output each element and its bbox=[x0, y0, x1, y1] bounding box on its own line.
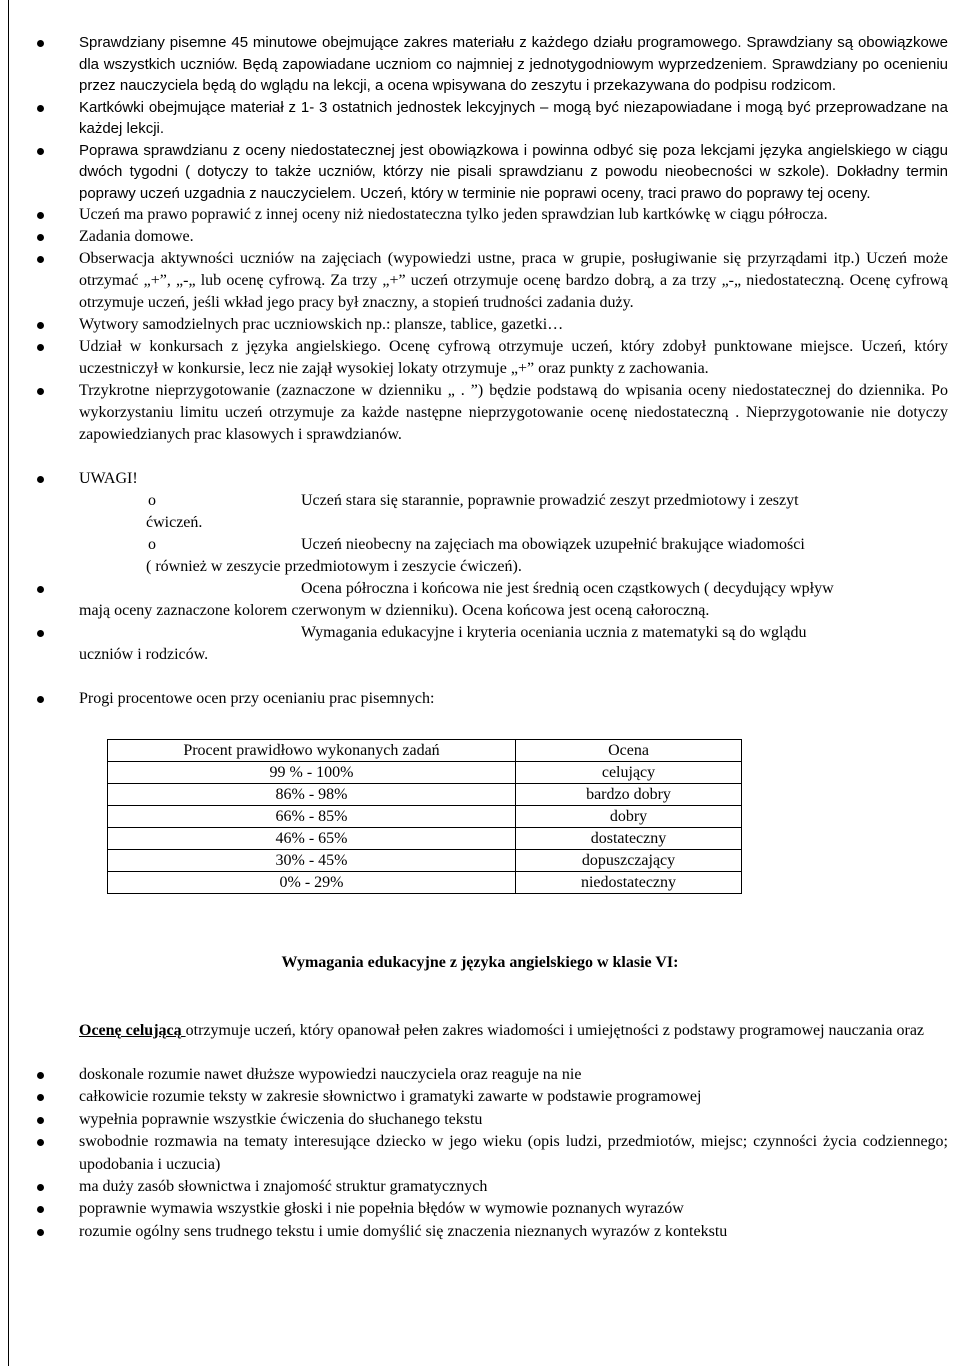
uwagi-sub-item bbox=[0, 490, 960, 534]
bullet-icon bbox=[37, 256, 44, 263]
list-item bbox=[0, 1109, 960, 1131]
rule-item bbox=[0, 204, 960, 226]
uwagi-note-text: Wymagania edukacyjne i kryteria oceniania ucznia z matematyki są do wglądu bbox=[301, 624, 807, 641]
table-cell-percent: 46% - 65% bbox=[108, 828, 516, 850]
table-row bbox=[108, 828, 742, 850]
bullet-icon bbox=[37, 234, 44, 241]
rule-item bbox=[0, 32, 960, 97]
bullet-icon bbox=[37, 586, 44, 593]
rule-item bbox=[0, 97, 960, 140]
grade-thresholds-table bbox=[107, 739, 742, 894]
requirement-text: ma duży zasób słownictwa i znajomość struktur gramatycznych bbox=[79, 1178, 488, 1196]
rule-text: Trzykrotne nieprzygotowanie (zaznaczone w dzienniku „ . ”) będzie podstawą do wpisania oceny niedostatecznej do dziennika. Po wykorzystaniu limitu uczeń otrzymuje za każde następne nieprzygotowanie ocenę niedostateczną . Nieprzygotowanie nie dotyczy zapowiedzianych prac klasowych i sprawdzianów. bbox=[79, 382, 948, 443]
uwagi-sub-text-cont: ćwiczeń. bbox=[146, 514, 203, 531]
table-cell-grade: bardzo dobry bbox=[516, 784, 742, 806]
bullet-icon bbox=[37, 1229, 44, 1236]
bullet-icon bbox=[37, 1206, 44, 1213]
rule-item bbox=[0, 380, 960, 446]
table-row bbox=[108, 806, 742, 828]
spacer bbox=[0, 972, 960, 1020]
bullet-icon bbox=[37, 1117, 44, 1124]
rule-item bbox=[0, 314, 960, 336]
table-cell-percent: 30% - 45% bbox=[108, 850, 516, 872]
uwagi-sub-item bbox=[0, 534, 960, 578]
table-row bbox=[108, 784, 742, 806]
grade-lead: Ocenę celującą bbox=[79, 1022, 186, 1039]
spacer bbox=[0, 446, 960, 468]
bullet-icon bbox=[37, 1184, 44, 1191]
rule-text: Uczeń ma prawo poprawić z innej oceny niż niedostateczna tylko jeden sprawdzian lub kartkówkę w ciągu półrocza. bbox=[79, 206, 828, 223]
spacer bbox=[0, 1042, 960, 1064]
bullet-icon bbox=[37, 344, 44, 351]
table-cell-grade: niedostateczny bbox=[516, 872, 742, 894]
requirement-text: rozumie ogólny sens trudnego tekstu i umie domyślić się znaczenia nieznanych wyrazów z kontekstu bbox=[79, 1222, 728, 1240]
requirement-text: całkowicie rozumie teksty w zakresie słownictwo i gramatyki zawarte w podstawie programowej bbox=[79, 1088, 702, 1106]
section-heading: Wymagania edukacyjne z języka angielskiego w klasie VI: bbox=[281, 954, 679, 971]
bullet-icon bbox=[37, 1072, 44, 1079]
rule-text: Wytwory samodzielnych prac uczniowskich np.: plansze, tablice, gazetki… bbox=[79, 316, 564, 333]
table-cell-grade: dostateczny bbox=[516, 828, 742, 850]
requirement-text: swobodnie rozmawia na tematy interesujące dziecko w jego wieku (opis ludzi, przedmiotów, miejsc; czynności życia codziennego; upodobania i uczucia) bbox=[79, 1133, 948, 1173]
table-cell-percent: 66% - 85% bbox=[108, 806, 516, 828]
uwagi-note bbox=[0, 622, 960, 666]
requirements-list bbox=[0, 1064, 960, 1243]
table-cell-percent: 99 % - 100% bbox=[108, 762, 516, 784]
grade-intro bbox=[0, 1020, 960, 1042]
thresholds-intro: Progi procentowe ocen przy ocenianiu prac pisemnych: bbox=[79, 690, 435, 707]
grade-intro-text: otrzymuje uczeń, który opanował pełen zakres wiadomości i umiejętności z podstawy programowej nauczania oraz bbox=[185, 1022, 925, 1039]
uwagi-note-text-cont: mają oceny zaznaczone kolorem czerwonym w dzienniku). Ocena końcowa jest oceną całoroczną. bbox=[79, 602, 710, 619]
uwagi-sub-text-cont: ( również w zeszycie przedmiotowym i zeszycie ćwiczeń). bbox=[146, 558, 522, 575]
table-header-row bbox=[108, 740, 742, 762]
table-cell-percent: 0% - 29% bbox=[108, 872, 516, 894]
list-item bbox=[0, 1131, 960, 1176]
table-cell-grade: celujący bbox=[516, 762, 742, 784]
bullet-icon bbox=[37, 476, 44, 483]
table-row bbox=[108, 850, 742, 872]
uwagi-note bbox=[0, 578, 960, 622]
bullet-icon bbox=[37, 630, 44, 637]
table-row bbox=[108, 762, 742, 784]
rule-item bbox=[0, 336, 960, 380]
list-item bbox=[0, 1064, 960, 1086]
table-cell-grade: dopuszczający bbox=[516, 850, 742, 872]
list-item bbox=[0, 1221, 960, 1243]
bullet-icon bbox=[37, 696, 44, 703]
requirement-text: wypełnia poprawnie wszystkie ćwiczenia do słuchanego tekstu bbox=[79, 1110, 483, 1128]
rule-text: Sprawdziany pisemne 45 minutowe obejmujące zakres materiału z każdego działu programowego. Sprawdziany są obowiązkowe dla wszystkich uczniów. Będą zapowiadane uczniom co najmniej z jednotygodniowym wyprzedzeniem. Sprawdziany po ocenieniu przez nauczyciela będą do wglądu na lekcji, a ocena wpisywana do zeszytu i przekazywana do podpisu rodzicom. bbox=[79, 34, 948, 94]
thresholds-item bbox=[0, 688, 960, 710]
rule-text: Obserwacja aktywności uczniów na zajęciach (wypowiedzi ustne, praca w grupie, posługiwanie się przyrządami itp.) Uczeń może otrzymać „+”, „-„ lub ocenę cyfrową. Za trzy „+” uczeń otrzymuje ocenę bardzo dobrą, a za trzy „-„ niedostateczną. Ocenę cyfrową otrzymuje uczeń, jeśli wkład jego pracy był znaczny, a stopień trudności zadania duży. bbox=[79, 250, 948, 311]
spacer bbox=[0, 710, 960, 739]
requirement-text: doskonale rozumie nawet dłuższe wypowiedzi nauczyciela oraz reaguje na nie bbox=[79, 1066, 582, 1083]
uwagi-label: UWAGI! bbox=[79, 470, 138, 487]
table-header-cell: Procent prawidłowo wykonanych zadań bbox=[108, 740, 516, 762]
rule-item bbox=[0, 140, 960, 205]
list-item bbox=[0, 1198, 960, 1220]
bullet-icon bbox=[37, 1094, 44, 1101]
bullet-icon bbox=[37, 212, 44, 219]
uwagi-note-text: Ocena półroczna i końcowa nie jest średnią ocen cząstkowych ( decydujący wpływ bbox=[301, 580, 834, 597]
circle-marker-icon: o bbox=[148, 536, 156, 553]
bullet-icon bbox=[37, 148, 44, 155]
rule-item bbox=[0, 226, 960, 248]
document-page bbox=[0, 32, 960, 1243]
rule-text: Zadania domowe. bbox=[79, 228, 194, 245]
bullet-icon bbox=[37, 1139, 44, 1146]
table-row bbox=[108, 872, 742, 894]
uwagi-sub-text: Uczeń stara się starannie, poprawnie prowadzić zeszyt przedmiotowy i zeszyt bbox=[301, 492, 799, 509]
spacer bbox=[0, 666, 960, 688]
circle-marker-icon: o bbox=[148, 492, 156, 509]
rule-item bbox=[0, 248, 960, 314]
requirement-text: poprawnie wymawia wszystkie głoski i nie popełnia błędów w wymowie poznanych wyrazów bbox=[79, 1200, 684, 1218]
spacer bbox=[0, 894, 960, 954]
rule-text: Poprawa sprawdzianu z oceny niedostatecznej jest obowiązkowa i powinna odbyć się poza lekcjami języka angielskiego w ciągu dwóch tygodni ( dotyczy to także uczniów, którzy nie pisali sprawdzianu z powodu nieobecności w szkole). Dokładny termin poprawy uczeń uzgadnia z nauczycielem. Uczeń, który w terminie nie poprawi oceny, traci prawo do poprawy tej oceny. bbox=[79, 141, 948, 202]
uwagi-item bbox=[0, 468, 960, 490]
bullet-icon bbox=[37, 388, 44, 395]
table-header-cell: Ocena bbox=[516, 740, 742, 762]
table-cell-grade: dobry bbox=[516, 806, 742, 828]
table-cell-percent: 86% - 98% bbox=[108, 784, 516, 806]
bullet-icon bbox=[37, 105, 44, 112]
bullet-icon bbox=[37, 40, 44, 47]
rule-text: Udział w konkursach z języka angielskiego. Ocenę cyfrową otrzymuje uczeń, który zdobył punktowane miejsce. Uczeń, który uczestniczył w konkursie, lecz nie zajął wysokiej lokaty otrzymuje „+” oraz punkty z zachowania. bbox=[79, 338, 948, 377]
list-item bbox=[0, 1176, 960, 1198]
rule-text: Kartkówki obejmujące materiał z 1- 3 ostatnich jednostek lekcyjnych – mogą być niezapowiadane i mogą być przeprowadzane na każdej lekcji. bbox=[79, 98, 948, 137]
bullet-icon bbox=[37, 322, 44, 329]
uwagi-note-text-cont: uczniów i rodziców. bbox=[79, 646, 209, 663]
list-item bbox=[0, 1086, 960, 1108]
uwagi-sub-text: Uczeń nieobecny na zajęciach ma obowiązek uzupełnić brakujące wiadomości bbox=[301, 536, 805, 553]
